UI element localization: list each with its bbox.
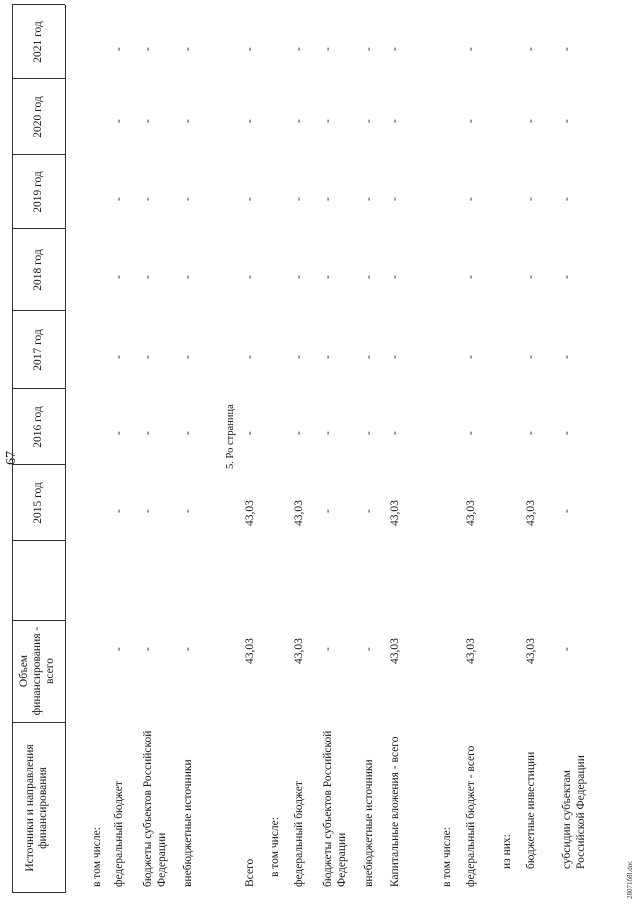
header-year: 2015 год: [32, 482, 44, 524]
cell-year-value: -: [293, 355, 305, 359]
row-label: в том числе:: [91, 827, 103, 887]
cell-year-value: -: [363, 355, 375, 359]
cell-year-value: -: [142, 355, 154, 359]
cell-total: -: [142, 647, 154, 651]
cell-total: 43,03: [465, 638, 477, 664]
cell-year-value: -: [389, 47, 401, 51]
cell-year-value: -: [561, 509, 573, 513]
cell-year-value: -: [525, 355, 537, 359]
cell-year-value: -: [142, 119, 154, 123]
cell-year-value: -: [561, 197, 573, 201]
cell-year-value: -: [244, 355, 256, 359]
cell-year-value: -: [525, 431, 537, 435]
row-label: Всего: [244, 858, 256, 887]
cell-year-value: -: [182, 275, 194, 279]
cell-year-value: -: [389, 355, 401, 359]
header-top-border: [12, 5, 13, 893]
cell-year-value: -: [561, 275, 573, 279]
cell-year-value: -: [363, 431, 375, 435]
cell-year-value: -: [322, 509, 334, 513]
cell-year-value: -: [465, 119, 477, 123]
cell-year-value: -: [322, 355, 334, 359]
cell-total: -: [561, 647, 573, 651]
cell-year-value: -: [322, 119, 334, 123]
cell-year-value: -: [182, 119, 194, 123]
cell-year-value: -: [525, 119, 537, 123]
cell-year-value: -: [465, 47, 477, 51]
cell-year-value: -: [244, 275, 256, 279]
cell-total: 43,03: [525, 638, 537, 664]
cell-year-value: -: [322, 47, 334, 51]
cell-year-value: -: [182, 197, 194, 201]
cell-year-value: -: [363, 197, 375, 201]
cell-total: 43,03: [293, 638, 305, 664]
cell-year-value: -: [561, 119, 573, 123]
cell-year-value: -: [465, 355, 477, 359]
cell-year-value: -: [113, 431, 125, 435]
footer-filename: 28071б8l.doc: [626, 860, 634, 899]
cell-total: -: [322, 647, 334, 651]
page-number: 67: [4, 451, 19, 465]
cell-year-value: 43,03: [465, 500, 477, 526]
cell-year-value: -: [182, 47, 194, 51]
header-divider: [12, 620, 65, 621]
header-year: 2017 год: [32, 329, 44, 371]
cell-year-value: -: [293, 119, 305, 123]
cell-year-value: -: [293, 431, 305, 435]
header-divider: [12, 892, 65, 893]
cell-total: -: [363, 647, 375, 651]
cell-year-value: -: [561, 47, 573, 51]
header-year: 2020 год: [32, 96, 44, 138]
cell-year-value: -: [363, 275, 375, 279]
cell-total: -: [182, 647, 194, 651]
cell-year-value: -: [142, 509, 154, 513]
cell-year-value: -: [322, 197, 334, 201]
cell-year-value: -: [293, 275, 305, 279]
cell-year-value: -: [142, 275, 154, 279]
cell-total: -: [113, 647, 125, 651]
cell-year-value: -: [322, 431, 334, 435]
header-year: [32, 0, 45, 5]
cell-year-value: -: [113, 275, 125, 279]
cell-year-value: -: [465, 275, 477, 279]
cell-year-value: -: [389, 431, 401, 435]
cell-year-value: -: [322, 275, 334, 279]
header-total: Объем финансирования - всего: [18, 626, 56, 716]
cell-year-value: -: [113, 47, 125, 51]
row-label: субсидии субъектам Российской Федерации: [561, 755, 587, 869]
cell-year-value: 43,03: [525, 500, 537, 526]
cell-year-value: -: [244, 47, 256, 51]
header-year: 2018 год: [32, 249, 44, 291]
cell-year-value: -: [363, 47, 375, 51]
cell-year-value: 43,03: [244, 500, 256, 526]
row-label: бюджеты субъектов Российской Федерации: [322, 730, 348, 887]
cell-total: 43,03: [244, 638, 256, 664]
cell-year-value: -: [363, 119, 375, 123]
row-label: из них:: [501, 834, 513, 869]
row-label: федеральный бюджет: [113, 781, 125, 887]
cell-year-value: 43,03: [389, 500, 401, 526]
row-label: федеральный бюджет - всего: [465, 745, 477, 887]
row-label: внебюджетные источники: [363, 759, 375, 887]
cell-year-value: -: [113, 509, 125, 513]
inline-note: 5. Ро страница: [225, 404, 236, 469]
cell-year-value: -: [182, 509, 194, 513]
cell-year-value: -: [561, 431, 573, 435]
header-divider: [12, 722, 65, 723]
cell-year-value: -: [525, 47, 537, 51]
cell-year-value: -: [142, 47, 154, 51]
cell-total: 43,03: [389, 638, 401, 664]
row-label: Капитальные вложения - всего: [389, 736, 401, 887]
header-year: 2019 год: [32, 171, 44, 213]
cell-year-value: -: [389, 197, 401, 201]
cell-year-value: -: [293, 197, 305, 201]
cell-year-value: -: [244, 119, 256, 123]
cell-year-value: -: [113, 197, 125, 201]
row-label: внебюджетные источники: [182, 759, 194, 887]
cell-year-value: -: [465, 431, 477, 435]
cell-year-value: -: [142, 431, 154, 435]
header-year: 2016 год: [32, 406, 44, 448]
cell-year-value: -: [525, 275, 537, 279]
cell-year-value: -: [113, 119, 125, 123]
row-label: бюджетные инвестиции: [525, 751, 537, 869]
row-label: в том числе:: [441, 827, 453, 887]
row-label: федеральный бюджет: [293, 781, 305, 887]
cell-year-value: -: [182, 431, 194, 435]
cell-year-value: -: [363, 509, 375, 513]
cell-year-value: -: [293, 47, 305, 51]
cell-year-value: -: [561, 355, 573, 359]
cell-year-value: -: [389, 119, 401, 123]
cell-year-value: -: [244, 431, 256, 435]
cell-year-value: -: [389, 275, 401, 279]
cell-year-value: -: [182, 355, 194, 359]
cell-year-value: -: [113, 355, 125, 359]
row-label: в том числе:: [269, 817, 281, 877]
cell-year-value: -: [244, 197, 256, 201]
cell-year-value: 43,03: [293, 500, 305, 526]
header-year: 2021 год: [32, 21, 44, 63]
cell-year-value: -: [525, 197, 537, 201]
header-bottom-border: [65, 5, 66, 893]
row-label: бюджеты субъектов Российской Федерации: [142, 730, 168, 887]
cell-year-value: -: [465, 197, 477, 201]
header-source: Источники и направления финансирования: [24, 744, 49, 872]
cell-year-value: -: [142, 197, 154, 201]
